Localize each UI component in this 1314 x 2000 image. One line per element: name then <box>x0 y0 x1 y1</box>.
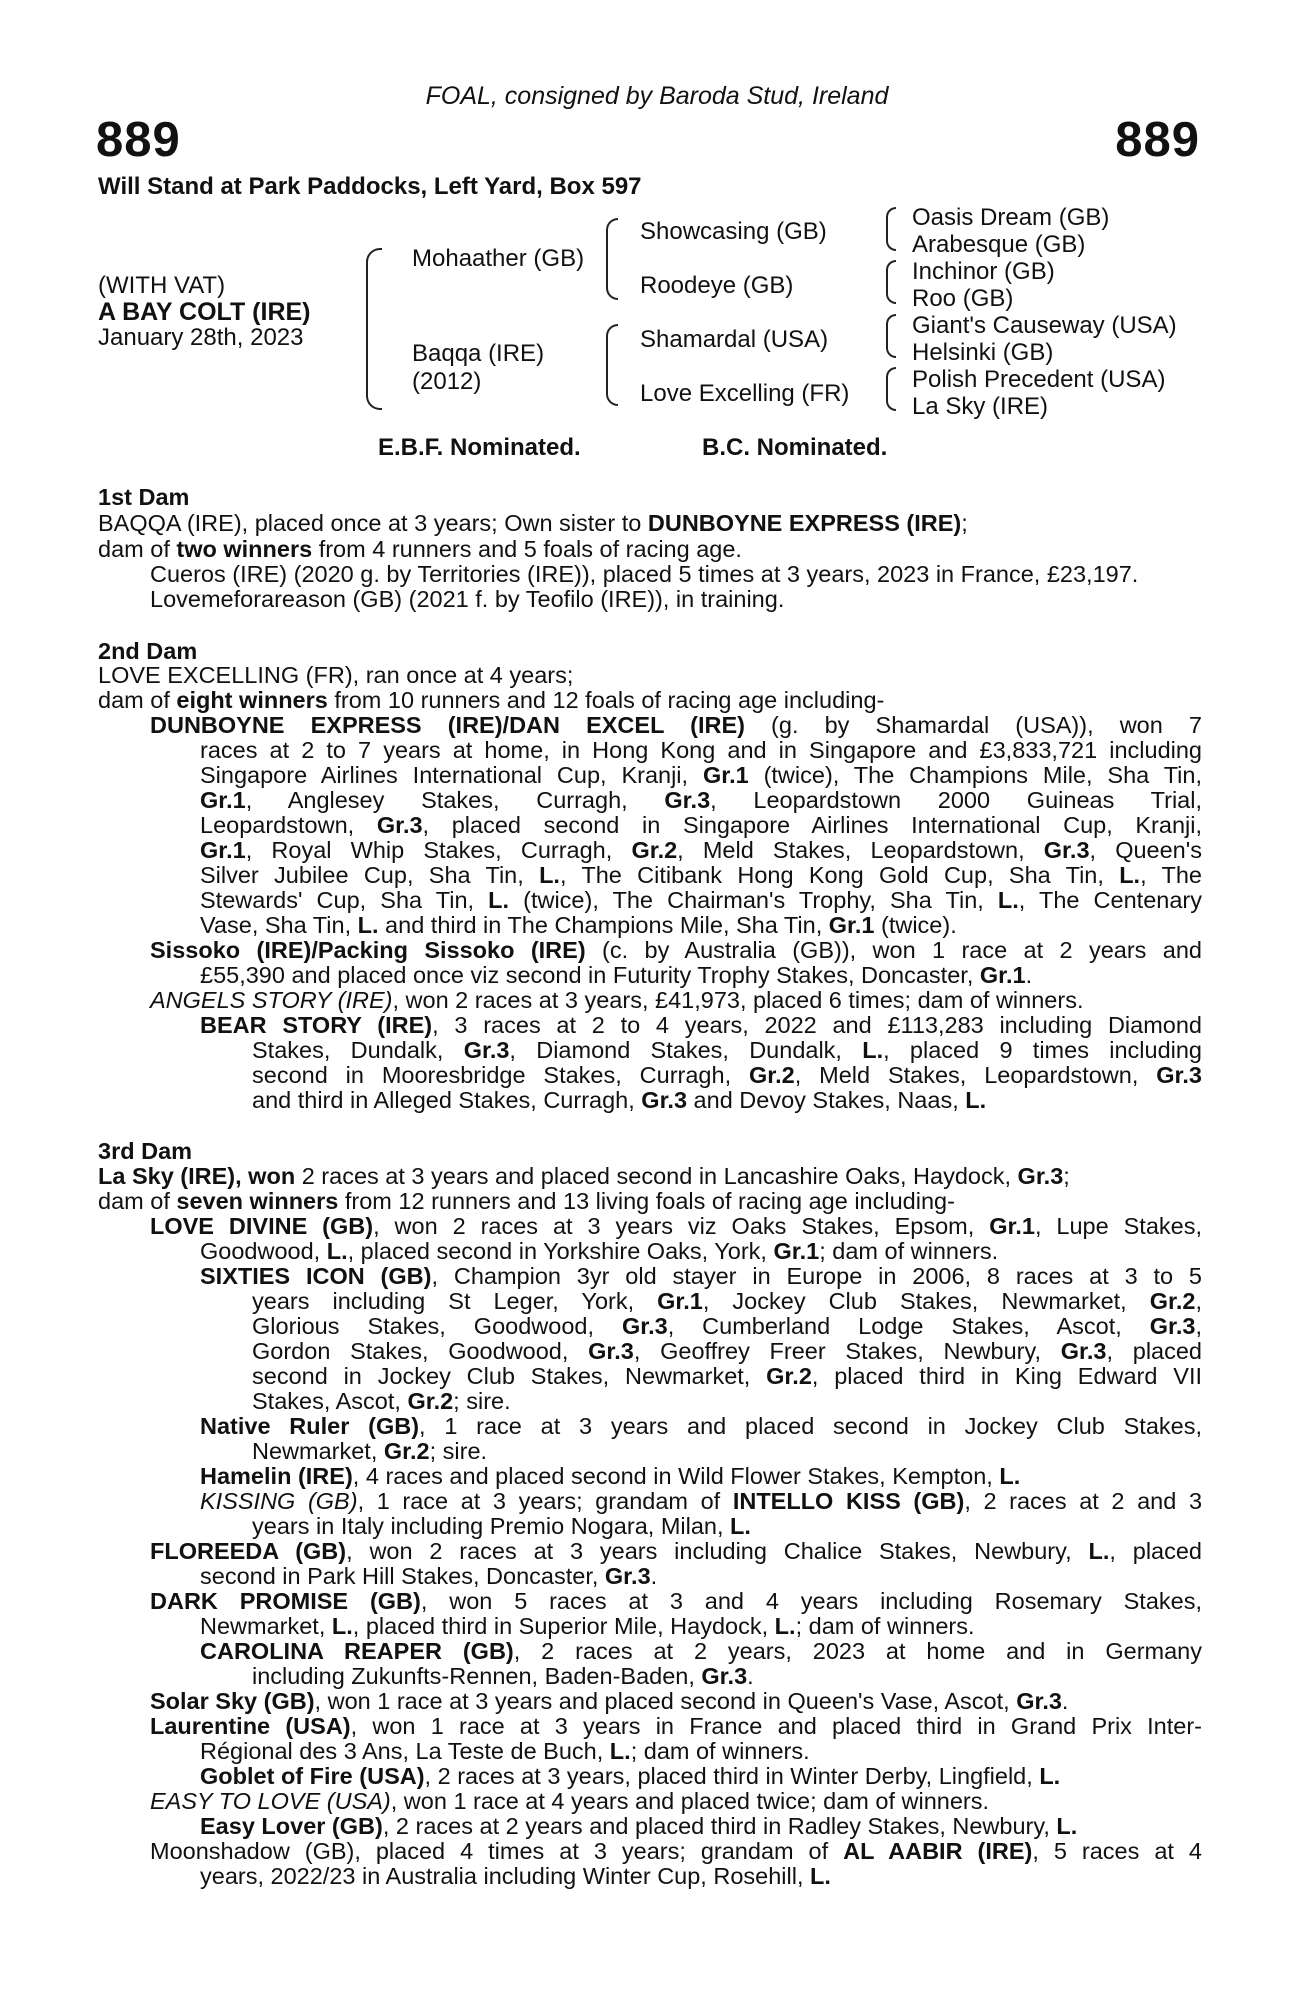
progeny-line: Stakes, Dundalk, Gr.3, Diamond Stakes, Dundalk, L., placed 9 times including <box>252 1037 1202 1063</box>
progeny-line: second in Park Hill Stakes, Doncaster, Gr.3. <box>200 1563 658 1589</box>
third-dam-line: dam of seven winners from 12 runners and 13 living foals of racing age including- <box>98 1188 955 1214</box>
progeny-line: including Zukunfts-Rennen, Baden-Baden, Gr.3. <box>252 1663 754 1689</box>
progeny-line: Solar Sky (GB), won 1 race at 3 years and placed second in Queen's Vase, Ascot, Gr.3. <box>150 1688 1069 1714</box>
progeny-line: Newmarket, L., placed third in Superior Mile, Haydock, L.; dam of winners. <box>200 1613 975 1639</box>
horse-name: A BAY COLT (IRE) <box>98 298 311 326</box>
ancestor-g6: Helsinki (GB) <box>912 339 1054 366</box>
progeny-line: Singapore Airlines International Cup, Kranji, Gr.1 (twice), The Champions Mile, Sha Tin, <box>200 762 1202 788</box>
first-dam-line: dam of two winners from 4 runners and 5 foals of racing age. <box>98 536 742 562</box>
progeny-line: DUNBOYNE EXPRESS (IRE)/DAN EXCEL (IRE) (g. by Shamardal (USA)), won 7 <box>150 712 1202 738</box>
progeny-line: Goodwood, L., placed second in Yorkshire Oaks, York, Gr.1; dam of winners. <box>200 1238 999 1264</box>
dam-dam-name: Love Excelling (FR) <box>640 380 850 407</box>
second-dam-line: LOVE EXCELLING (FR), ran once at 4 years; <box>98 662 574 688</box>
ancestor-g4: Roo (GB) <box>912 285 1014 312</box>
progeny-line: Leopardstown, Gr.3, placed second in Singapore Airlines International Cup, Kranji, <box>200 812 1202 838</box>
ancestor-g7: Polish Precedent (USA) <box>912 366 1166 393</box>
progeny-line: Easy Lover (GB), 2 races at 2 years and placed third in Radley Stakes, Newbury, L. <box>200 1813 1078 1839</box>
second-dam-line: dam of eight winners from 10 runners and 12 foals of racing age including- <box>98 687 885 713</box>
pedigree-bracket-main <box>366 248 382 410</box>
progeny-line: EASY TO LOVE (USA), won 1 race at 4 years and placed twice; dam of winners. <box>150 1788 990 1814</box>
progeny-line: ANGELS STORY (IRE), won 2 races at 3 years, £41,973, placed 6 times; dam of winners. <box>150 987 1084 1013</box>
progeny-line: DARK PROMISE (GB), won 5 races at 3 and 4 years including Rosemary Stakes, <box>150 1588 1202 1614</box>
progeny-line: years including St Leger, York, Gr.1, Jockey Club Stakes, Newmarket, Gr.2, <box>252 1288 1202 1314</box>
progeny-line: years in Italy including Premio Nogara, Milan, L. <box>252 1513 751 1539</box>
progeny-line: Hamelin (IRE), 4 races and placed second in Wild Flower Stakes, Kempton, L. <box>200 1463 1021 1489</box>
progeny-line: Laurentine (USA), won 1 race at 3 years in France and placed third in Grand Prix Inter- <box>150 1713 1202 1739</box>
first-dam-foal: Cueros (IRE) (2020 g. by Territories (IRE)), placed 5 times at 3 years, 2023 in France, £23,197. <box>150 561 1139 587</box>
sire-sire-name: Showcasing (GB) <box>640 218 827 245</box>
pedigree-bracket-g2 <box>886 260 896 304</box>
progeny-line: Gordon Stakes, Goodwood, Gr.3, Geoffrey Freer Stakes, Newbury, Gr.3, placed <box>252 1338 1203 1364</box>
ancestor-g5: Giant's Causeway (USA) <box>912 312 1177 339</box>
progeny-line: £55,390 and placed once viz second in Futurity Trophy Stakes, Doncaster, Gr.1. <box>200 962 1033 988</box>
progeny-line: Stewards' Cup, Sha Tin, L. (twice), The Chairman's Trophy, Sha Tin, L., The Centenary <box>200 887 1202 913</box>
progeny-line: FLOREEDA (GB), won 2 races at 3 years including Chalice Stakes, Newbury, L., placed <box>150 1538 1202 1564</box>
lot-number-right: 889 <box>1115 113 1200 167</box>
progeny-line: Moonshadow (GB), placed 4 times at 3 years; grandam of AL AABIR (IRE), 5 races at 4 <box>150 1838 1202 1864</box>
progeny-line: Gr.1, Anglesey Stakes, Curragh, Gr.3, Leopardstown 2000 Guineas Trial, <box>200 787 1202 813</box>
progeny-line: races at 2 to 7 years at home, in Hong Kong and in Singapore and £3,833,721 including <box>200 737 1202 763</box>
ancestor-g2: Arabesque (GB) <box>912 231 1086 258</box>
progeny-line: Goblet of Fire (USA), 2 races at 3 years, placed third in Winter Derby, Lingfield, L. <box>200 1763 1061 1789</box>
stand-location: Will Stand at Park Paddocks, Left Yard, Box 597 <box>98 173 642 200</box>
progeny-line: CAROLINA REAPER (GB), 2 races at 2 years, 2023 at home and in Germany <box>200 1638 1202 1664</box>
progeny-line: Silver Jubilee Cup, Sha Tin, L., The Citibank Hong Kong Gold Cup, Sha Tin, L., The <box>200 862 1202 888</box>
third-dam-title: 3rd Dam <box>98 1138 193 1164</box>
progeny-line: Native Ruler (GB), 1 race at 3 years and placed second in Jockey Club Stakes, <box>200 1413 1202 1439</box>
progeny-line: second in Mooresbridge Stakes, Curragh, Gr.2, Meld Stakes, Leopardstown, Gr.3 <box>252 1062 1202 1088</box>
consignor-line: FOAL, consigned by Baroda Stud, Ireland <box>425 82 889 110</box>
first-dam-foal: Lovemeforareason (GB) (2021 f. by Teofilo (IRE)), in training. <box>150 586 785 612</box>
vat-note: (WITH VAT) <box>98 272 226 299</box>
ancestor-g3: Inchinor (GB) <box>912 258 1055 285</box>
progeny-line: SIXTIES ICON (GB), Champion 3yr old stayer in Europe in 2006, 8 races at 3 to 5 <box>200 1263 1203 1289</box>
sire-name: Mohaather (GB) <box>412 245 585 272</box>
progeny-line: Glorious Stakes, Goodwood, Gr.3, Cumberland Lodge Stakes, Ascot, Gr.3, <box>252 1313 1202 1339</box>
second-dam-title: 2nd Dam <box>98 638 198 664</box>
pedigree-bracket-sire <box>606 218 618 300</box>
dam-year: (2012) <box>412 368 482 395</box>
third-dam-line: La Sky (IRE), won 2 races at 3 years and placed second in Lancashire Oaks, Haydock, Gr.3; <box>98 1163 1070 1189</box>
dam-sire-name: Shamardal (USA) <box>640 326 829 353</box>
foaling-date: January 28th, 2023 <box>98 324 304 351</box>
lot-number-left: 889 <box>96 113 181 167</box>
progeny-line: second in Jockey Club Stakes, Newmarket, Gr.2, placed third in King Edward VII <box>252 1363 1202 1389</box>
ebf-nomination: E.B.F. Nominated. <box>378 434 581 461</box>
progeny-line: Gr.1, Royal Whip Stakes, Curragh, Gr.2, Meld Stakes, Leopardstown, Gr.3, Queen's <box>200 837 1202 863</box>
dam-name: Baqqa (IRE) <box>412 340 545 367</box>
progeny-line: Vase, Sha Tin, L. and third in The Champions Mile, Sha Tin, Gr.1 (twice). <box>200 912 957 938</box>
progeny-line: LOVE DIVINE (GB), won 2 races at 3 years viz Oaks Stakes, Epsom, Gr.1, Lupe Stakes, <box>150 1213 1202 1239</box>
sire-dam-name: Roodeye (GB) <box>640 272 794 299</box>
progeny-line: BEAR STORY (IRE), 3 races at 2 to 4 years, 2022 and £113,283 including Diamond <box>200 1012 1203 1038</box>
progeny-line: KISSING (GB), 1 race at 3 years; grandam of INTELLO KISS (GB), 2 races at 2 and 3 <box>200 1488 1203 1514</box>
progeny-line: years, 2022/23 in Australia including Winter Cup, Rosehill, L. <box>200 1863 831 1889</box>
progeny-line: Sissoko (IRE)/Packing Sissoko (IRE) (c. by Australia (GB)), won 1 race at 2 years and <box>150 937 1203 963</box>
progeny-line: Stakes, Ascot, Gr.2; sire. <box>252 1388 511 1414</box>
progeny-line: and third in Alleged Stakes, Curragh, Gr.3 and Devoy Stakes, Naas, L. <box>252 1087 987 1113</box>
ancestor-g8: La Sky (IRE) <box>912 393 1049 420</box>
pedigree-bracket-g3 <box>886 314 896 358</box>
pedigree-bracket-g1 <box>886 207 896 251</box>
progeny-line: Newmarket, Gr.2; sire. <box>252 1438 488 1464</box>
first-dam-line: BAQQA (IRE), placed once at 3 years; Own sister to DUNBOYNE EXPRESS (IRE); <box>98 510 968 536</box>
pedigree-bracket-dam <box>606 324 618 406</box>
pedigree-bracket-g4 <box>886 367 896 411</box>
progeny-line: Régional des 3 Ans, La Teste de Buch, L.; dam of winners. <box>200 1738 810 1764</box>
ancestor-g1: Oasis Dream (GB) <box>912 204 1110 231</box>
bc-nomination: B.C. Nominated. <box>702 434 888 461</box>
first-dam-title: 1st Dam <box>98 484 190 510</box>
